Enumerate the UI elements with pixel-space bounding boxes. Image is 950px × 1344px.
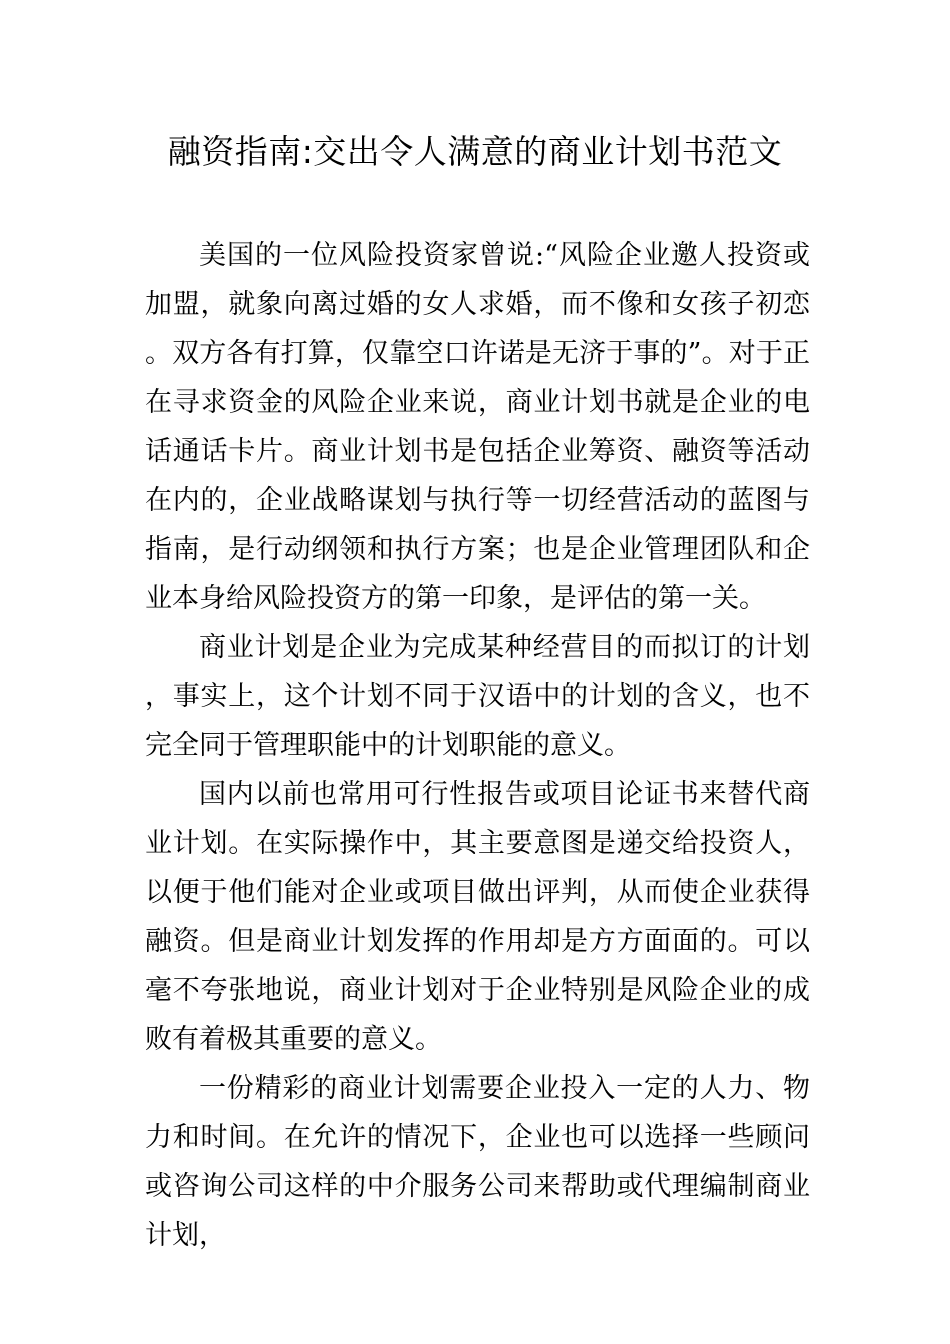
paragraph-1: 美国的一位风险投资家曾说:“风险企业邀人投资或加盟，就象向离过婚的女人求婚，而不像和女孩子初恋。双方各有打算，仅靠空口许诺是无济于事的”。对于正在寻求资金的风险企业来说，商业计划书就是企业的电话通话卡片。商业计划书是包括企业筹资、融资等活动在内的，企业战略谋划与执行等一切经营活动的蓝图与指南，是行动纲领和执行方案；也是企业管理团队和企业本身给风险投资方的第一印象，是评估的第一关。	[145, 240, 810, 614]
paragraph-4: 一份精彩的商业计划需要企业投入一定的人力、物力和时间。在允许的情况下，企业也可以选择一些顾问或咨询公司这样的中介服务公司来帮助或代理编制商业计划，	[145, 1073, 810, 1251]
document-title: 融资指南:交出令人满意的商业计划书范文	[167, 132, 783, 171]
paragraph-3: 国内以前也常用可行性报告或项目论证书来替代商业计划。在实际操作中，其主要意图是递交给投资人，以便于他们能对企业或项目做出评判，从而使企业获得融资。但是商业计划发挥的作用却是方方面面的。可以毫不夸张地说，商业计划对于企业特别是风险企业的成败有着极其重要的意义。	[145, 779, 810, 1055]
paragraph-2: 商业计划是企业为完成某种经营目的而拟订的计划，事实上，这个计划不同于汉语中的计划的含义，也不完全同于管理职能中的计划职能的意义。	[145, 632, 810, 761]
document-body	[145, 231, 810, 1260]
